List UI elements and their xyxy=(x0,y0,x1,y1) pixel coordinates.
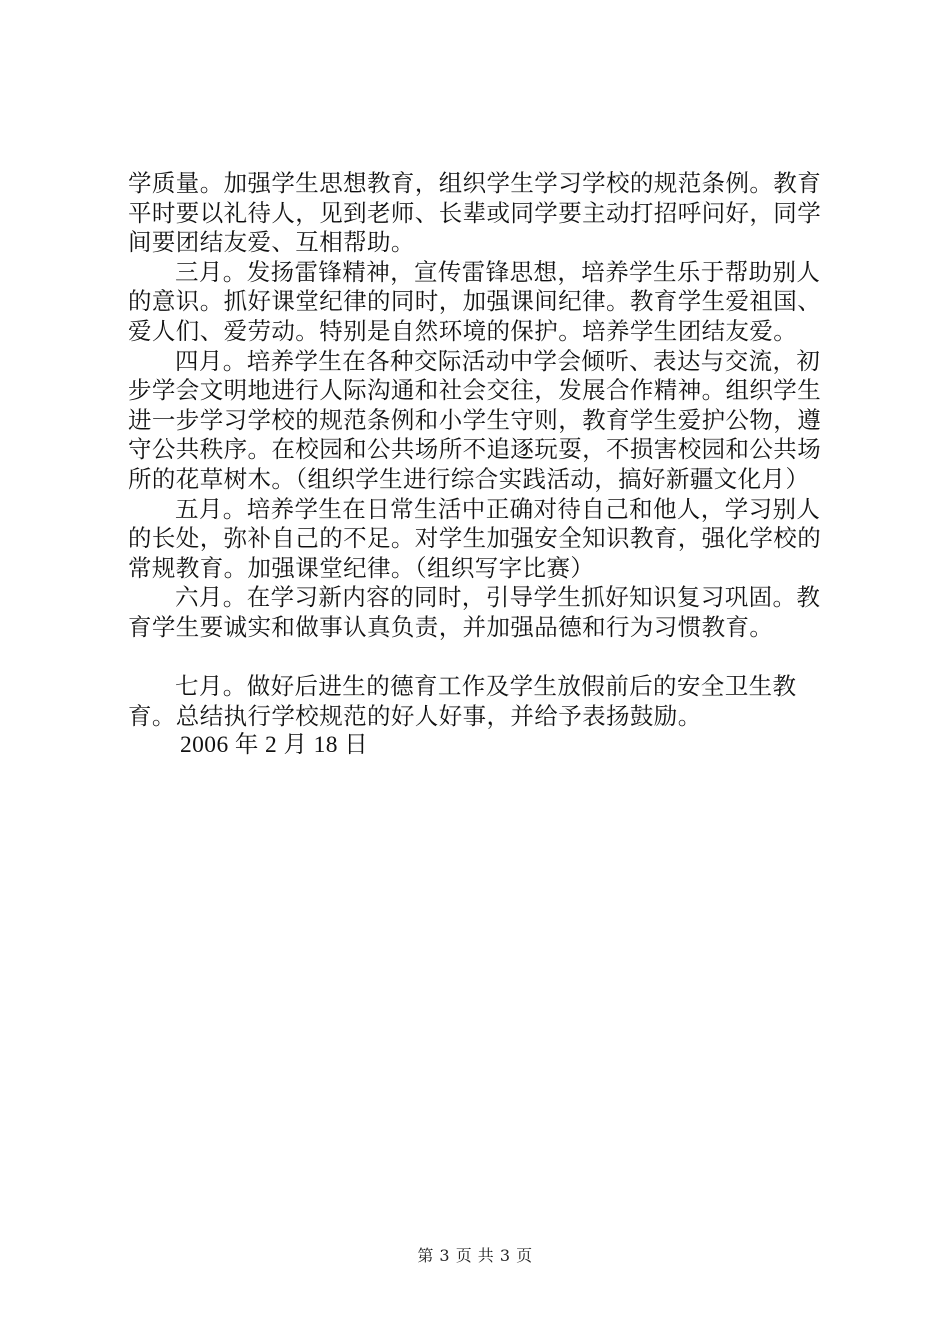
paragraph-may: 五月。培养学生在日常生活中正确对待自己和他人，学习别人的长处，弥补自己的不足。对学生加强安全知识教育，强化学校的常规教育。加强课堂纪律。（组织写字比赛） xyxy=(128,494,822,582)
document-body xyxy=(128,169,836,761)
paragraph-march: 三月。发扬雷锋精神，宣传雷锋思想，培养学生乐于帮助别人的意识。抓好课堂纪律的同时，加强课间纪律。教育学生爱祖国、爱人们、爱劳动。特别是自然环境的保护。培养学生团结友爱。 xyxy=(128,257,822,345)
paragraph-continuation: 学质量。加强学生思想教育，组织学生学习学校的规范条例。教育平时要以礼待人，见到老师、长辈或同学要主动打招呼问好，同学间要团结友爱、互相帮助。 xyxy=(128,169,822,257)
paragraph-june: 六月。在学习新内容的同时，引导学生抓好知识复习巩固。教育学生要诚实和做事认真负责，并加强品德和行为习惯教育。 xyxy=(128,583,821,641)
document-date: 2006 年 2 月 18 日 xyxy=(180,732,369,759)
page-footer: 第 3 页 共 3 页 xyxy=(417,1246,533,1265)
paragraph-april: 四月。培养学生在各种交际活动中学会倾听、表达与交流，初步学会文明地进行人际沟通和社会交往，发展合作精神。组织学生进一步学习学校的规范条例和小学生守则，教育学生爱护公物，遵守公共秩序。在校园和公共场所不追逐玩耍，不损害校园和公共场所的花草树木。（组织学生进行综合实践活动，搞好新疆文化月） xyxy=(128,346,822,493)
paragraph-july: 七月。做好后进生的德育工作及学生放假前后的安全卫生教育。总结执行学校规范的好人好事，并给予表扬鼓励。 xyxy=(128,672,797,730)
